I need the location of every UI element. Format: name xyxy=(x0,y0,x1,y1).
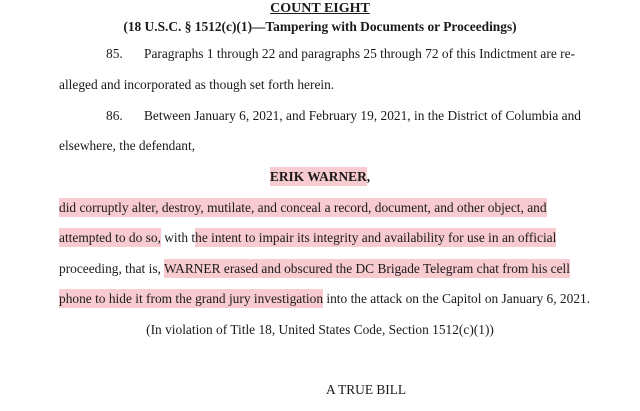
paragraph-86-line-2: elsewhere, the defendant, xyxy=(59,138,196,153)
count-title: COUNT EIGHT xyxy=(270,1,370,16)
paragraph-85-line-1: Paragraphs 1 through 22 and paragraphs 25 through 72 of this Indictment are re- xyxy=(144,46,575,61)
count-subtitle: (18 U.S.C. § 1512(c)(1)—Tampering with Documents or Proceedings) xyxy=(123,19,517,34)
charge-line-2-highlight-a: attempted to do so, xyxy=(59,230,161,245)
charge-line-2 xyxy=(59,230,556,246)
defendant-comma: , xyxy=(366,169,371,184)
charge-line-3-plain: proceeding, that is, xyxy=(59,261,164,276)
charge-line-3-highlight: WARNER erased and obscured the DC Brigade Telegram chat from his cell xyxy=(164,261,570,276)
defendant-name: ERIK WARNER xyxy=(269,169,367,184)
charge-line-4-plain: into the attack on the Capitol on January 6, 2021. xyxy=(323,291,591,306)
charge-line-4-highlight: phone to hide it from the grand jury investigation xyxy=(59,291,324,306)
charge-line-2-plain: with t xyxy=(160,230,196,245)
violation-citation: (In violation of Title 18, United States Code, Section 1512(c)(1)) xyxy=(146,322,494,337)
paragraph-85-number: 85. xyxy=(106,46,123,61)
paragraph-86-line-1: Between January 6, 2021, and February 19, 2021, in the District of Columbia and xyxy=(144,108,581,123)
paragraph-85-line-2: alleged and incorporated as though set forth herein. xyxy=(59,77,335,92)
paragraph-86-number: 86. xyxy=(106,108,123,123)
charge-line-1 xyxy=(59,200,547,216)
charge-line-1-highlight: did corruptly alter, destroy, mutilate, and conceal a record, document, and other object, and xyxy=(59,200,547,215)
charge-line-3 xyxy=(59,261,570,277)
true-bill: A TRUE BILL xyxy=(326,382,407,397)
charge-line-2-highlight-b: he intent to impair its integrity and availability for use in an official xyxy=(195,230,557,245)
charge-line-4 xyxy=(59,291,590,307)
defendant-line xyxy=(0,169,640,185)
